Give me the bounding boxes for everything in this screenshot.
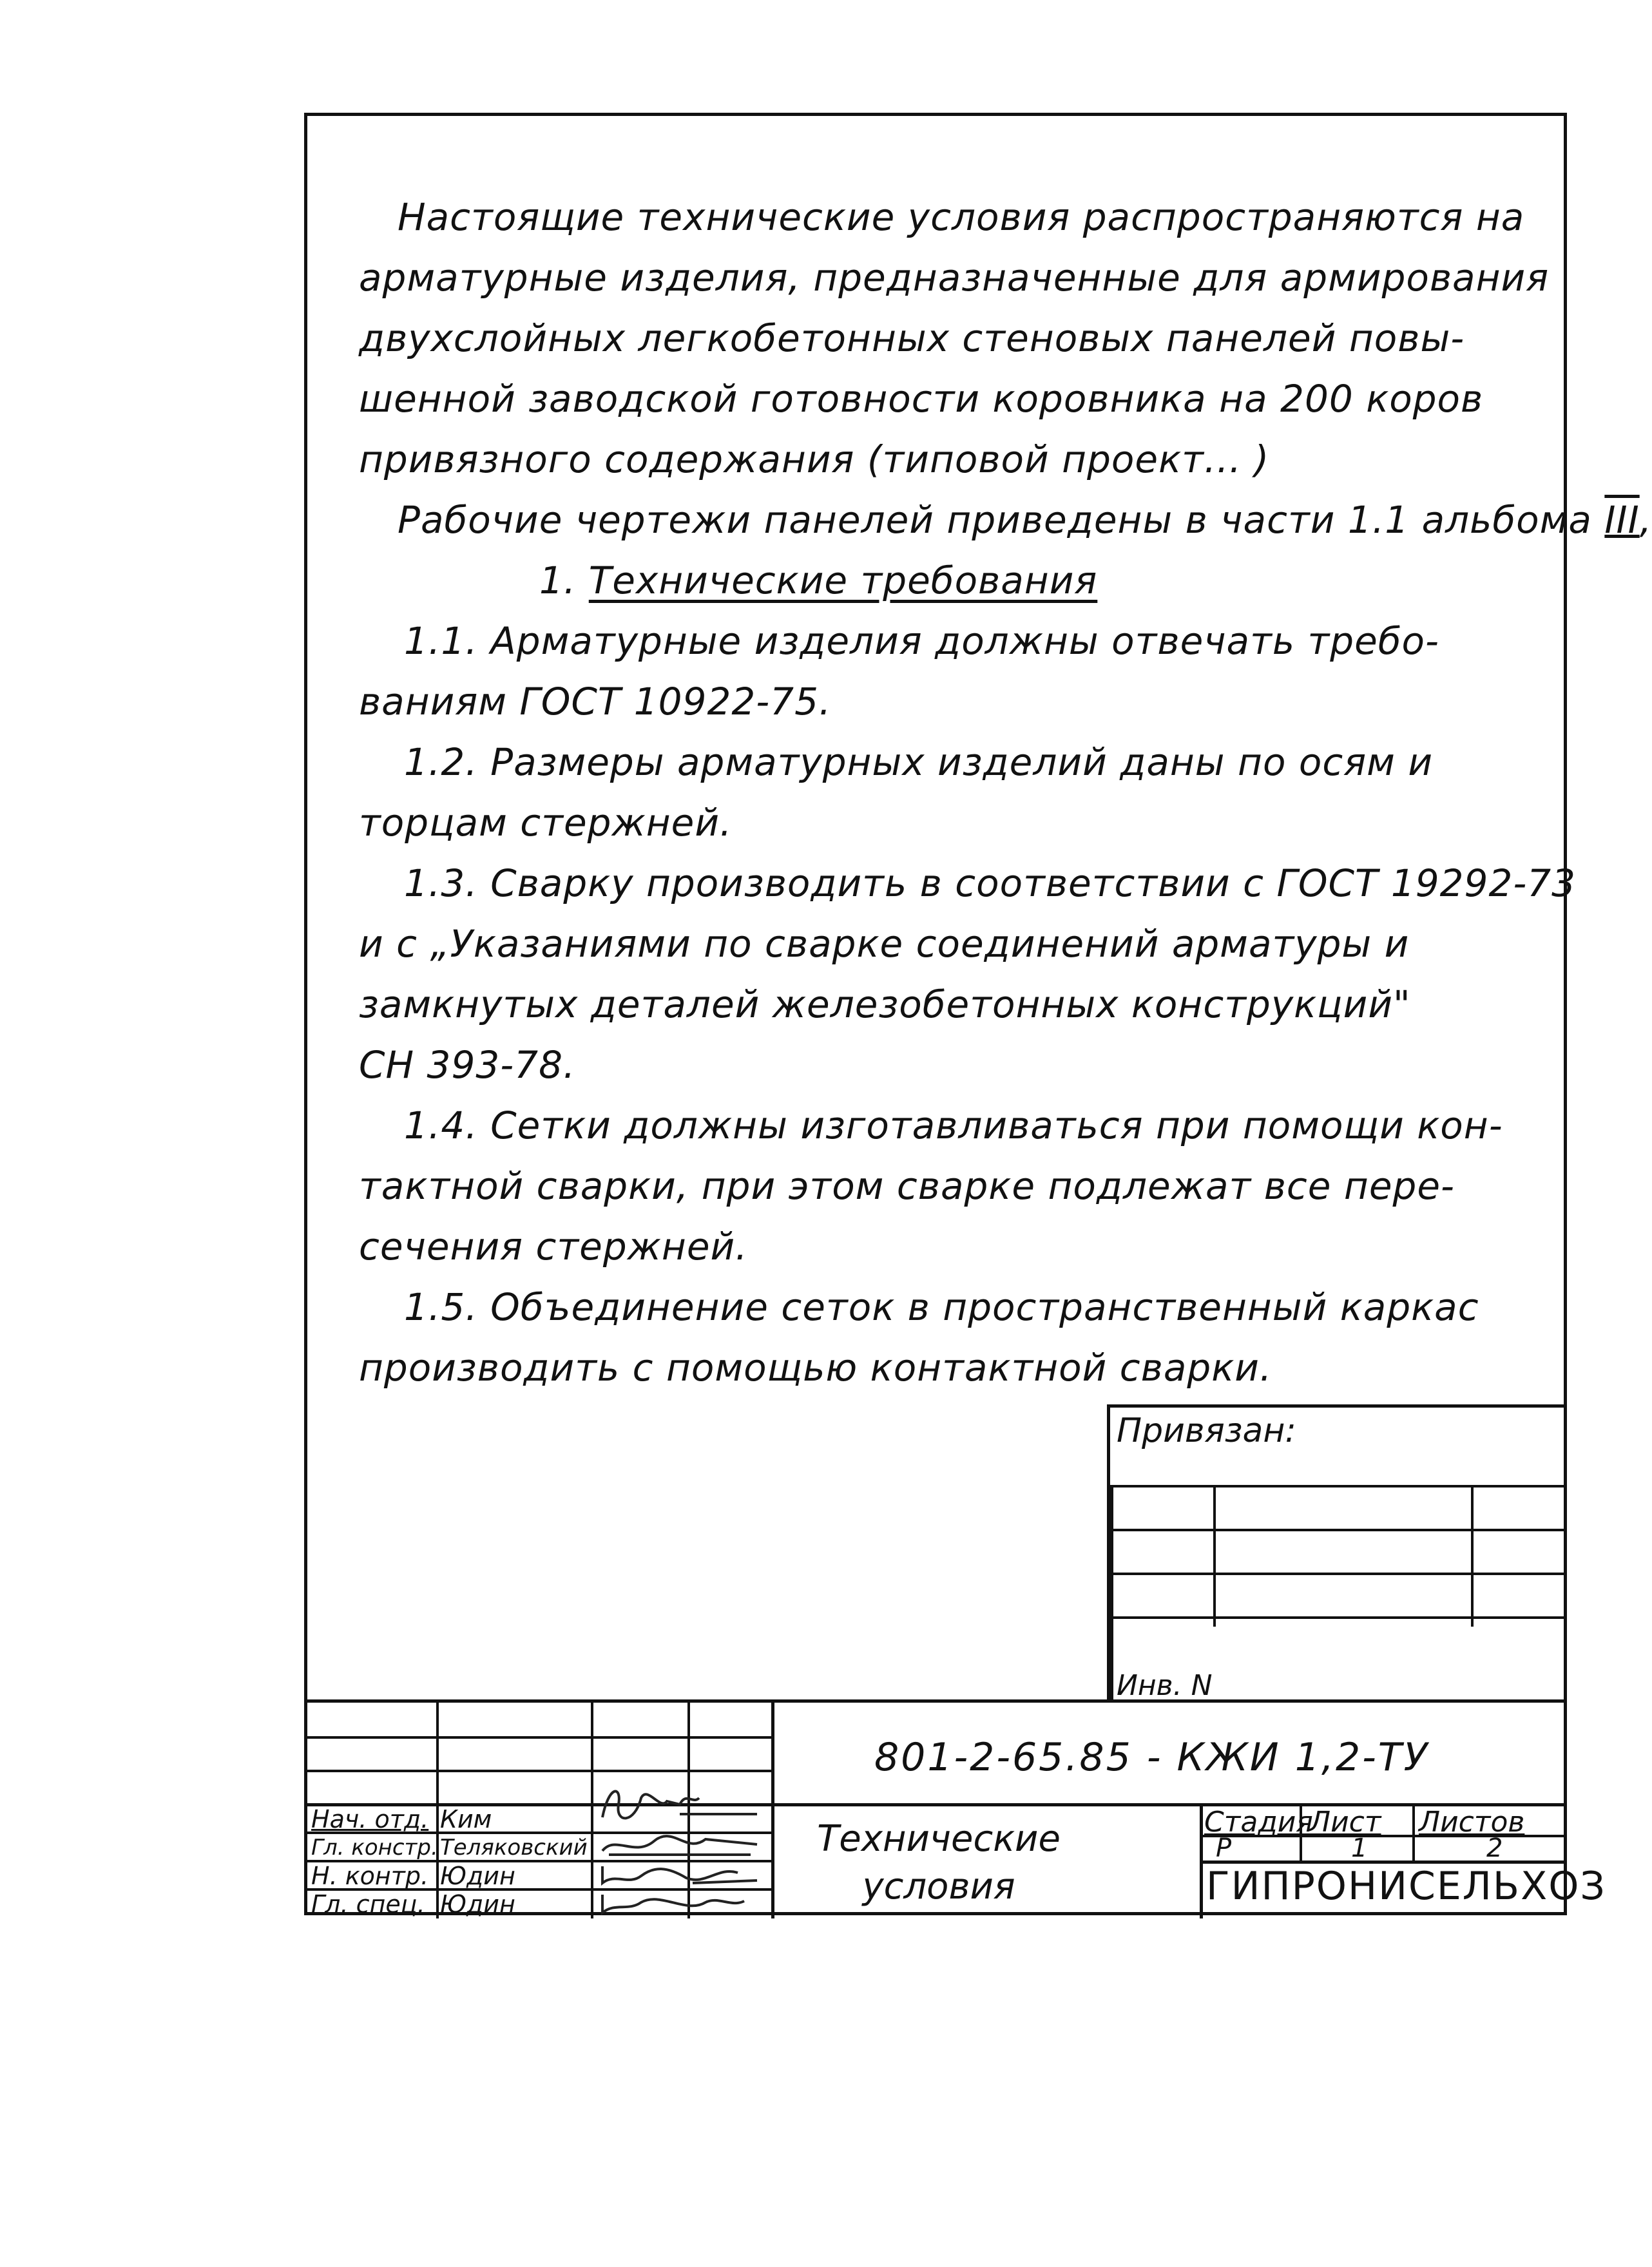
document-name bbox=[810, 1815, 1068, 1911]
clause-text: Размеры арматурных изделий даны по осям и bbox=[490, 740, 1434, 784]
section-title: Технические требования bbox=[588, 559, 1098, 602]
stage-value: Р bbox=[1216, 1833, 1232, 1863]
clause-text: Объединение сеток в пространственный каркас bbox=[490, 1285, 1479, 1329]
grid-line bbox=[1110, 1485, 1564, 1487]
clause-1-5 bbox=[359, 1277, 1519, 1337]
intro-line: шенной заводской готовности коровника на 200 коров bbox=[359, 377, 1484, 421]
drawing-sheet bbox=[304, 113, 1652, 1918]
person-name: Юдин bbox=[440, 1890, 515, 1918]
clause-number: 1.2. bbox=[404, 740, 478, 784]
grid-line bbox=[591, 1703, 593, 1918]
clause-text: Сварку производить в соответствии с ГОСТ 19292-73 bbox=[490, 861, 1577, 905]
clause-text: и с „Указаниями по сварке соединений арматуры и bbox=[359, 922, 1410, 966]
grid-line bbox=[1110, 1485, 1113, 1703]
document-name-line: условия bbox=[862, 1866, 1015, 1908]
clause-number: 1.5. bbox=[404, 1285, 478, 1329]
title-block bbox=[307, 1699, 1606, 1918]
section-heading bbox=[359, 550, 1519, 611]
document-code: 801-2-65.85 - КЖИ 1,2-ТУ bbox=[874, 1735, 1430, 1780]
clause-text: производить с помощью контактной сварки. bbox=[359, 1346, 1273, 1390]
binding-block bbox=[1107, 1404, 1564, 1702]
clause-1-2 bbox=[359, 732, 1519, 792]
sheet-value: 1 bbox=[1351, 1833, 1368, 1863]
album-number: III bbox=[1604, 498, 1640, 542]
intro-line: двухслойных легкобетонных стеновых панелей повы- bbox=[359, 316, 1465, 360]
clause-number: 1.4. bbox=[404, 1104, 478, 1147]
grid-line bbox=[1110, 1529, 1564, 1531]
organization-name: ГИПРОНИСЕЛЬХОЗ bbox=[1206, 1864, 1606, 1909]
clause-text: сечения стержней. bbox=[359, 1225, 748, 1268]
clause-text: тактной сварки, при этом сварке подлежат все пере- bbox=[359, 1164, 1455, 1208]
sheets-count-value: 2 bbox=[1486, 1833, 1503, 1863]
signature-icon bbox=[596, 1832, 764, 1860]
working-drawings-text: Рабочие чертежи панелей приведены в части 1.1 альбома bbox=[398, 498, 1592, 542]
clause-1-4 bbox=[359, 1095, 1519, 1156]
role-label: Гл. констр. bbox=[311, 1835, 438, 1860]
grid-line bbox=[1110, 1616, 1564, 1619]
grid-line bbox=[1110, 1573, 1564, 1575]
intro-line: арматурные изделия, предназначенные для армирования bbox=[359, 256, 1550, 300]
inventory-number-label: Инв. N bbox=[1117, 1669, 1213, 1702]
grid-line bbox=[1213, 1485, 1216, 1627]
binding-title: Привязан: bbox=[1117, 1411, 1296, 1450]
grid-line bbox=[771, 1703, 774, 1918]
clause-number: 1.1. bbox=[404, 619, 478, 663]
grid-line bbox=[307, 1736, 771, 1739]
clause-1-1 bbox=[359, 611, 1519, 671]
clause-text: Арматурные изделия должны отвечать требо- bbox=[490, 619, 1439, 663]
clause-text: ваниям ГОСТ 10922-75. bbox=[359, 680, 832, 723]
clause-text: СН 393-78. bbox=[359, 1043, 576, 1087]
grid-line bbox=[1412, 1803, 1415, 1861]
sheets-count-header: Листов bbox=[1419, 1806, 1525, 1839]
clause-text: замкнутых деталей железобетонных конструкций" bbox=[359, 982, 1411, 1026]
grid-line bbox=[1471, 1485, 1474, 1627]
clause-text: Сетки должны изготавливаться при помощи кон- bbox=[490, 1104, 1503, 1147]
signature-icon bbox=[596, 1860, 764, 1888]
grid-line bbox=[307, 1770, 771, 1772]
role-label: Н. контр. bbox=[311, 1862, 429, 1890]
specification-text bbox=[359, 187, 1652, 1398]
clause-text: торцам стержней. bbox=[359, 801, 733, 845]
section-number: 1. bbox=[539, 559, 577, 602]
person-name: Ким bbox=[440, 1805, 492, 1833]
sheet-header: Лист bbox=[1309, 1806, 1381, 1839]
role-label: Нач. отд. bbox=[311, 1805, 429, 1833]
role-label: Гл. спец. bbox=[311, 1890, 425, 1918]
working-drawings-line: Рабочие чертежи панелей приведены в части 1.1 альбома III, bbox=[398, 498, 1652, 542]
stage-header: Стадия bbox=[1204, 1806, 1313, 1839]
grid-line bbox=[436, 1703, 439, 1918]
person-name: Юдин bbox=[440, 1862, 515, 1890]
person-name: Теляковский bbox=[440, 1835, 588, 1860]
intro-line: привязного содержания (типовой проект... ) bbox=[359, 437, 1270, 481]
clause-1-3 bbox=[359, 853, 1577, 913]
intro-line: Настоящие технические условия распространяются на bbox=[398, 195, 1525, 239]
document-name-line: Технические bbox=[817, 1818, 1061, 1860]
signature-icon bbox=[596, 1779, 764, 1830]
signature-icon bbox=[596, 1888, 764, 1917]
clause-number: 1.3. bbox=[404, 861, 478, 905]
